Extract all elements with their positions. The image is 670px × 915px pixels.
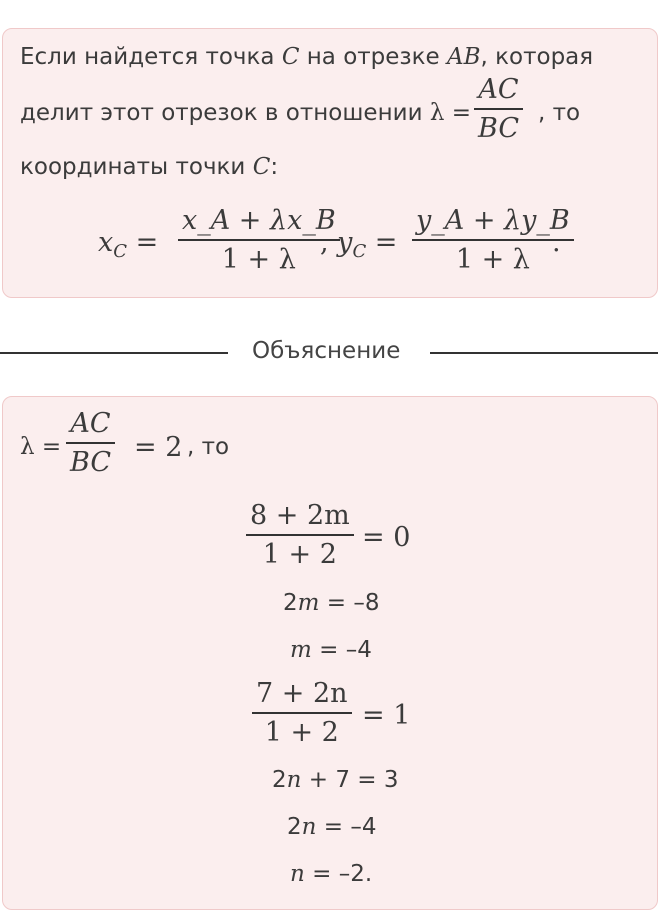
step-n <box>290 861 372 887</box>
xc-label: $x_C$ = <box>98 227 159 262</box>
step-2m <box>283 590 379 616</box>
step-2n-plus-7 <box>272 767 399 793</box>
ratio-fraction <box>66 408 115 478</box>
var-c: C <box>252 154 271 180</box>
ratio-value: = 2 <box>134 432 183 463</box>
coefficient: 2 <box>283 590 298 616</box>
ratio-fraction <box>474 74 523 144</box>
colon: : <box>270 154 279 180</box>
step-rest: = –4 <box>311 637 372 663</box>
fraction-denominator: 1 + 2 <box>264 717 339 748</box>
fraction-numerator: 7 + 2n <box>256 678 348 709</box>
var-n: n <box>286 767 302 793</box>
step-m <box>290 637 372 663</box>
coefficient: 2 <box>287 814 302 840</box>
yc-label: , $y_C$ = <box>320 227 398 262</box>
equals-sign: = <box>451 100 471 126</box>
fraction-numerator: 8 + 2m <box>250 500 350 531</box>
step-rest: = –4 <box>316 814 377 840</box>
theory-line-2 <box>20 100 471 126</box>
equation-rhs: = 0 <box>362 522 411 553</box>
theory-text: , которая <box>480 44 594 70</box>
var-m: m <box>297 590 320 616</box>
lambda-line <box>20 434 61 460</box>
fraction-denominator: 1 + 2 <box>262 539 337 570</box>
fraction-bar <box>66 442 115 444</box>
explanation-heading: Объяснение <box>252 338 401 364</box>
theory-text: , то <box>538 100 581 126</box>
period: . <box>552 227 561 258</box>
equation-rhs: = 1 <box>362 700 411 731</box>
var-ab: AB <box>447 44 481 70</box>
var-x: x <box>98 227 114 258</box>
explanation-text: , то <box>187 434 230 460</box>
divider-line-left <box>0 352 228 354</box>
theory-text: Если найдется точка <box>20 44 275 70</box>
fraction-denominator: 1 + λ <box>455 244 530 275</box>
fraction-denominator: BC <box>478 113 520 144</box>
fraction-denominator: 1 + λ <box>221 244 296 275</box>
divider-line-right <box>430 352 658 354</box>
step-2n <box>287 814 377 840</box>
theory-line-3 <box>20 154 278 180</box>
theory-text: координаты точки <box>20 154 246 180</box>
fraction-numerator: AC <box>70 408 111 439</box>
theory-text: на отрезке <box>306 44 440 70</box>
step-rest: + 7 = 3 <box>301 767 399 793</box>
subscript: C <box>113 241 128 262</box>
theory-line-1 <box>20 44 593 70</box>
fraction-bar <box>412 239 574 241</box>
step-rest: = –8 <box>319 590 380 616</box>
subscript: C <box>352 241 367 262</box>
var-y: y <box>337 227 353 258</box>
equals-sign: = <box>41 434 62 460</box>
y-fraction <box>412 205 574 275</box>
var-n: n <box>290 861 305 887</box>
fraction-numerator: x_A + λx_B <box>182 205 336 236</box>
var-n: n <box>301 814 317 840</box>
theory-text: делит этот отрезок в отношении <box>20 100 423 126</box>
lambda-symbol: λ <box>429 100 445 126</box>
fraction-bar <box>252 712 352 714</box>
fraction-bar <box>246 534 354 536</box>
fraction-bar <box>178 239 340 241</box>
lambda-symbol: λ <box>20 434 35 460</box>
fraction-denominator: BC <box>70 447 112 478</box>
coefficient: 2 <box>272 767 287 793</box>
y-equation-fraction <box>252 678 352 748</box>
fraction-bar <box>474 108 523 110</box>
fraction-numerator: AC <box>478 74 519 105</box>
x-equation-fraction <box>246 500 354 570</box>
x-fraction <box>178 205 340 275</box>
fraction-numerator: y_A + λy_B <box>416 205 570 236</box>
var-m: m <box>290 637 312 663</box>
step-rest: = –2. <box>304 861 373 887</box>
var-c: C <box>281 44 300 70</box>
